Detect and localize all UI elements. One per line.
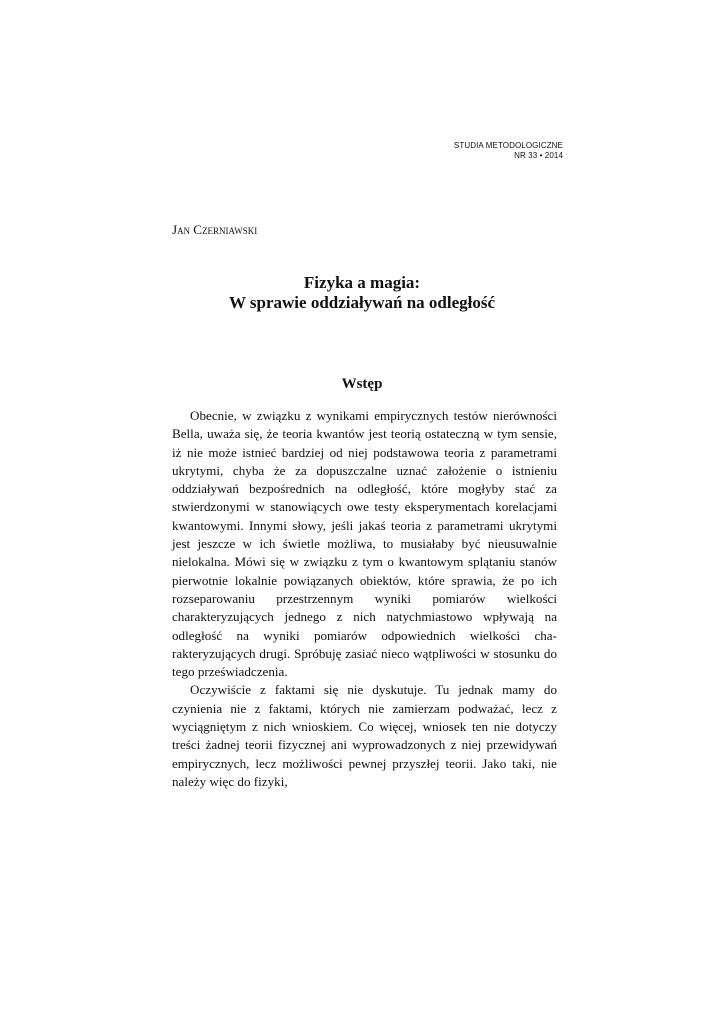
- section-heading: Wstęp: [341, 376, 383, 392]
- author-initial: J: [172, 222, 178, 237]
- body-text: [172, 407, 557, 791]
- journal-issue: NR 33 • 2014: [514, 151, 563, 160]
- author-name: [172, 222, 257, 237]
- paragraph: Oczywiście z faktami się nie dyskutuje. Tu jednak mamy do czynienia nie z faktami, których nie zamierzam podważać, lecz z wyciągniętym z nich wnioskiem. Co więcej, wniosek ten nie dotyczy treści żadnej teorii fizycznej ani wyprowadzonych z niej przewidywań empirycznych, lecz możliwości pewnej przyszłej teorii. Jako taki, nie należy więc do fizyki,: [172, 682, 557, 789]
- journal-name: STUDIA METODOLOGICZNE: [453, 141, 563, 150]
- journal-header: [454, 141, 563, 161]
- article-title: [160, 273, 564, 313]
- author-name-rest: an Czerniawski: [177, 222, 258, 237]
- title-line-1: Fizyka a magia:: [303, 273, 421, 292]
- paragraph: Obecnie, w związku z wynikami empirycznych testów nierówności Bella, uważa się, że teoria kwantów jest teorią ostateczną w tym sensie, iż nie może istnieć bardziej od niej podstawowa teoria z parametrami ukrytymi, chyba że za dopuszczalne uznać założenie o istnieniu oddziaływań bezpośrednich na odległość, które mogłyby stać za stwierdzonymi w stanowiących owe testy eksperymentach korelacjami kwantowymi. Innymi słowy, jeśli jakaś teoria z parametrami ukrytymi jest jeszcze w ich świetle możliwa, to musiałaby być nieusuwalnie nielokalna. Mówi się w związku z tym o kwantowym splątaniu stanów pierwotnie lokalnie powiązanych obiektów, które sprawia, że po ich rozseparowaniu przestrzennym wyniki pomiarów wielkości charakteryzujących jednego z nich natychmiastowo wpływają na odległość na wyniki pomiarów odpowiednich wielkości charakteryzujących drugi. Spróbuję zasiać nieco wątpliwości w stosunku do tego przeświadczenia.: [172, 408, 557, 680]
- title-line-2: W sprawie oddziaływań na odległość: [228, 293, 496, 312]
